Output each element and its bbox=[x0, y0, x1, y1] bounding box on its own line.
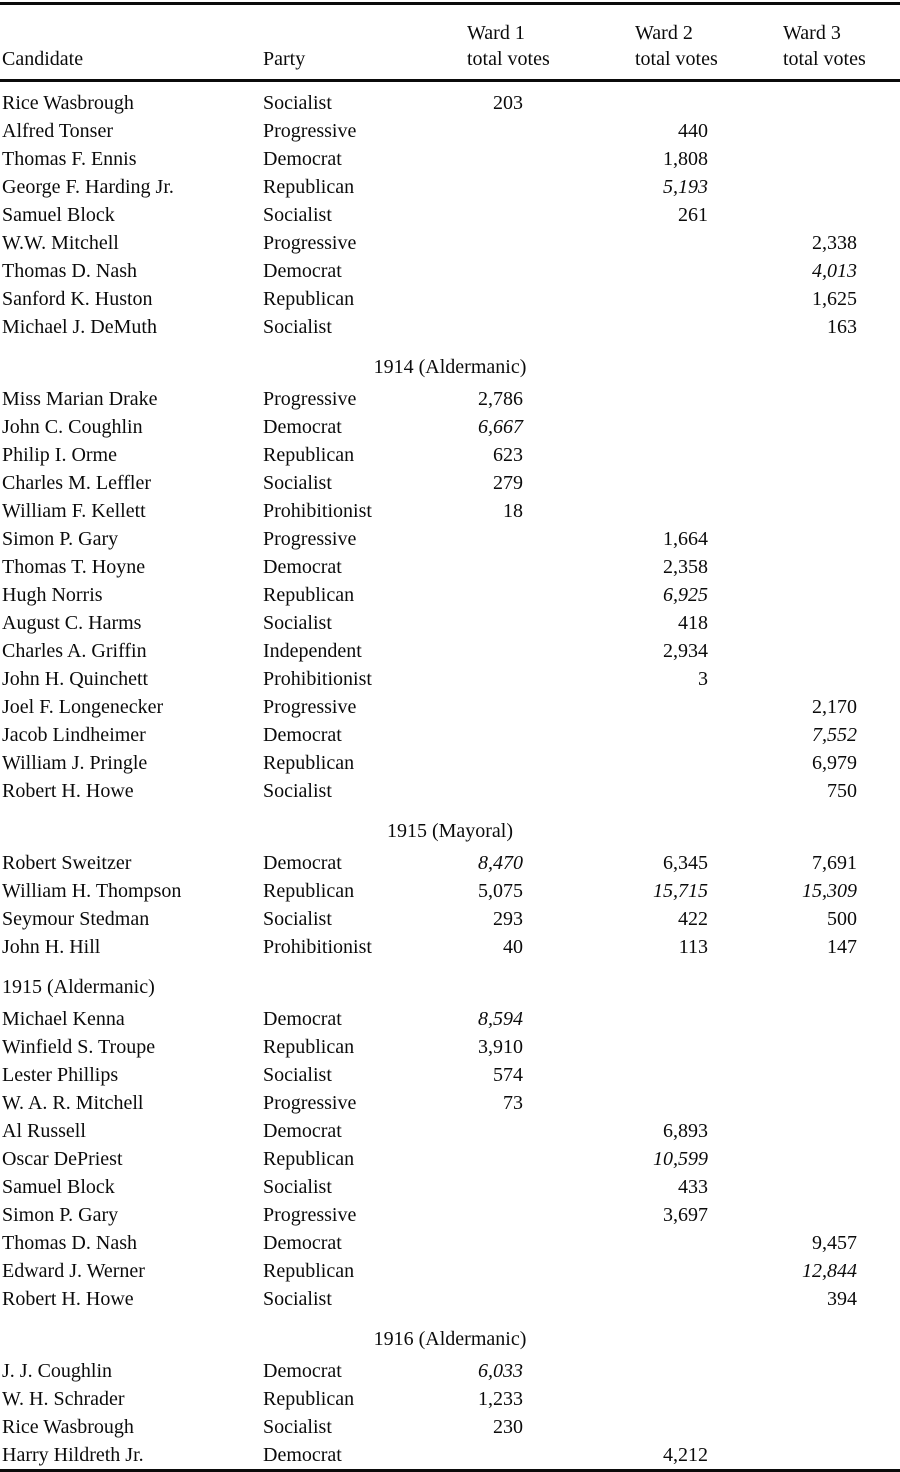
ward2-votes bbox=[523, 385, 708, 413]
ward3-votes bbox=[708, 1441, 857, 1469]
ward2-votes bbox=[523, 257, 708, 285]
ward3-votes bbox=[708, 1413, 857, 1441]
candidate-cell: Edward J. Werner bbox=[2, 1260, 145, 1282]
ward2-votes: 418 bbox=[678, 612, 708, 634]
section-title: 1915 (Mayoral) bbox=[386, 820, 514, 842]
candidate-cell: William F. Kellett bbox=[2, 500, 146, 522]
party-cell: Republican bbox=[263, 176, 355, 198]
ward1-votes bbox=[445, 1173, 523, 1201]
party-cell: Prohibitionist bbox=[263, 936, 372, 958]
candidate-cell: Harry Hildreth Jr. bbox=[2, 1444, 144, 1466]
party-cell: Democrat bbox=[263, 1008, 342, 1030]
ward1-votes bbox=[445, 117, 523, 145]
ward1-votes: 40 bbox=[503, 936, 523, 958]
party-cell: Socialist bbox=[263, 908, 332, 930]
ward2-votes: 10,599 bbox=[653, 1148, 708, 1170]
candidate-cell: Miss Marian Drake bbox=[2, 388, 158, 410]
ward1-votes: 279 bbox=[493, 472, 523, 494]
ward1-votes: 203 bbox=[493, 92, 523, 114]
ward1-votes bbox=[445, 749, 523, 777]
ward2-votes: 440 bbox=[678, 120, 708, 142]
candidate-cell: Robert H. Howe bbox=[2, 780, 134, 802]
table-row bbox=[0, 1117, 900, 1145]
table-row bbox=[0, 441, 900, 469]
section-title: 1916 (Aldermanic) bbox=[373, 1328, 527, 1350]
candidate-cell: W. A. R. Mitchell bbox=[2, 1092, 144, 1114]
ward3-votes bbox=[708, 1005, 857, 1033]
ward2-votes: 2,358 bbox=[663, 556, 708, 578]
ward3-column-header bbox=[783, 20, 866, 72]
ward2-votes bbox=[523, 313, 708, 341]
party-cell: Democrat bbox=[263, 1120, 342, 1142]
party-cell: Socialist bbox=[263, 612, 332, 634]
candidate-cell: John H. Quinchett bbox=[2, 668, 149, 690]
candidate-cell: John C. Coughlin bbox=[2, 416, 143, 438]
ward2-votes bbox=[523, 693, 708, 721]
ward3-votes: 7,691 bbox=[812, 852, 857, 874]
table-row bbox=[0, 581, 900, 609]
party-cell: Progressive bbox=[263, 1092, 357, 1114]
party-cell: Republican bbox=[263, 1388, 355, 1410]
ward3-votes: 147 bbox=[827, 936, 857, 958]
table-row bbox=[0, 313, 900, 341]
candidate-cell: Jacob Lindheimer bbox=[2, 724, 146, 746]
party-cell: Independent bbox=[263, 640, 362, 662]
table-row bbox=[0, 1357, 900, 1385]
ward3-votes bbox=[708, 89, 857, 117]
ward2-votes bbox=[523, 413, 708, 441]
ward2-votes: 6,925 bbox=[663, 584, 708, 606]
candidate-cell: Rice Wasbrough bbox=[2, 1416, 134, 1438]
candidate-cell: Oscar DePriest bbox=[2, 1148, 123, 1170]
ward2-votes: 2,934 bbox=[663, 640, 708, 662]
ward1-votes bbox=[445, 145, 523, 173]
top-rule bbox=[0, 2, 900, 5]
party-cell: Republican bbox=[263, 1260, 355, 1282]
ward1-votes: 1,233 bbox=[478, 1388, 523, 1410]
table-row bbox=[0, 497, 900, 525]
party-cell: Socialist bbox=[263, 1064, 332, 1086]
ward1-votes: 2,786 bbox=[478, 388, 523, 410]
table-row bbox=[0, 229, 900, 257]
table-row bbox=[0, 749, 900, 777]
ward1-votes bbox=[445, 693, 523, 721]
ward3-votes bbox=[708, 469, 857, 497]
ward3-votes bbox=[708, 1173, 857, 1201]
ward2-votes: 433 bbox=[678, 1176, 708, 1198]
ward3-votes: 500 bbox=[827, 908, 857, 930]
table-row bbox=[0, 201, 900, 229]
table-row bbox=[0, 117, 900, 145]
party-cell: Democrat bbox=[263, 724, 342, 746]
table-row bbox=[0, 877, 900, 905]
ward1-column-header bbox=[467, 20, 550, 72]
party-cell: Socialist bbox=[263, 1176, 332, 1198]
ward2-votes bbox=[523, 1285, 708, 1313]
ward3-votes bbox=[708, 525, 857, 553]
candidate-cell: August C. Harms bbox=[2, 612, 142, 634]
candidate-cell: Seymour Stedman bbox=[2, 908, 150, 930]
ward1-votes: 574 bbox=[493, 1064, 523, 1086]
ward1-votes bbox=[445, 257, 523, 285]
ward2-votes: 5,193 bbox=[663, 176, 708, 198]
party-column-header: Party bbox=[263, 48, 306, 70]
table-row bbox=[0, 693, 900, 721]
party-cell: Progressive bbox=[263, 528, 357, 550]
party-cell: Progressive bbox=[263, 232, 357, 254]
candidate-cell: Thomas T. Hoyne bbox=[2, 556, 146, 578]
candidate-cell: Samuel Block bbox=[2, 1176, 115, 1198]
candidate-cell: Michael Kenna bbox=[2, 1008, 125, 1030]
ward3-votes bbox=[708, 201, 857, 229]
table-row bbox=[0, 413, 900, 441]
ward3-votes bbox=[708, 117, 857, 145]
ward1-votes: 623 bbox=[493, 444, 523, 466]
ward2-votes: 261 bbox=[678, 204, 708, 226]
ward2-votes bbox=[523, 1357, 708, 1385]
table-row bbox=[0, 1089, 900, 1117]
candidate-cell: John H. Hill bbox=[2, 936, 101, 958]
candidate-cell: Thomas F. Ennis bbox=[2, 148, 137, 170]
ward3-votes bbox=[708, 581, 857, 609]
table-row bbox=[0, 525, 900, 553]
table-row bbox=[0, 1441, 900, 1469]
table-row bbox=[0, 1201, 900, 1229]
party-cell: Republican bbox=[263, 288, 355, 310]
ward2-votes: 3,697 bbox=[663, 1204, 708, 1226]
table-header bbox=[0, 0, 900, 82]
ward2-votes bbox=[523, 1061, 708, 1089]
ward1-votes bbox=[445, 1441, 523, 1469]
ward3-votes bbox=[708, 1201, 857, 1229]
ward2-votes: 3 bbox=[698, 668, 708, 690]
ward3-votes: 4,013 bbox=[812, 260, 857, 282]
ward1-votes: 8,470 bbox=[478, 852, 523, 874]
ward2-votes bbox=[523, 89, 708, 117]
party-cell: Democrat bbox=[263, 852, 342, 874]
candidate-cell: Samuel Block bbox=[2, 204, 115, 226]
party-cell: Prohibitionist bbox=[263, 668, 372, 690]
party-cell: Republican bbox=[263, 444, 355, 466]
ward1-votes bbox=[445, 285, 523, 313]
ward3-votes bbox=[708, 441, 857, 469]
party-cell: Republican bbox=[263, 752, 355, 774]
ward3-votes bbox=[708, 497, 857, 525]
ward3-votes: 1,625 bbox=[812, 288, 857, 310]
table-row bbox=[0, 933, 900, 961]
ward2-votes: 1,808 bbox=[663, 148, 708, 170]
ward3-votes: 394 bbox=[827, 1288, 857, 1310]
party-cell: Democrat bbox=[263, 1360, 342, 1382]
ward3-votes: 15,309 bbox=[802, 880, 857, 902]
ward1-votes bbox=[445, 1285, 523, 1313]
ward3-votes: 9,457 bbox=[812, 1232, 857, 1254]
ward2-votes bbox=[523, 1033, 708, 1061]
candidate-cell: Thomas D. Nash bbox=[2, 260, 137, 282]
ward3-votes bbox=[708, 1117, 857, 1145]
candidate-cell: Robert Sweitzer bbox=[2, 852, 132, 874]
candidate-cell: Simon P. Gary bbox=[2, 528, 119, 550]
ward3-votes: 750 bbox=[827, 780, 857, 802]
candidate-cell: Lester Phillips bbox=[2, 1064, 119, 1086]
party-cell: Republican bbox=[263, 584, 355, 606]
ward1-votes: 8,594 bbox=[478, 1008, 523, 1030]
table-row bbox=[0, 721, 900, 749]
ward2-votes bbox=[523, 1257, 708, 1285]
ward3-votes bbox=[708, 637, 857, 665]
candidate-column-header: Candidate bbox=[2, 48, 84, 70]
ward2-votes: 6,345 bbox=[663, 852, 708, 874]
table-row bbox=[0, 1005, 900, 1033]
ward1-votes bbox=[445, 1201, 523, 1229]
ward1-votes bbox=[445, 777, 523, 805]
party-cell: Democrat bbox=[263, 148, 342, 170]
ward1-header-line2: total votes bbox=[467, 48, 550, 70]
candidate-cell: Robert H. Howe bbox=[2, 1288, 134, 1310]
party-cell: Socialist bbox=[263, 1288, 332, 1310]
party-cell: Socialist bbox=[263, 472, 332, 494]
party-cell: Republican bbox=[263, 1148, 355, 1170]
candidate-cell: Michael J. DeMuth bbox=[2, 316, 157, 338]
party-cell: Republican bbox=[263, 880, 355, 902]
candidate-cell: Joel F. Longenecker bbox=[2, 696, 164, 718]
ward3-votes bbox=[708, 665, 857, 693]
candidate-cell: Alfred Tonser bbox=[2, 120, 113, 142]
table-row bbox=[0, 1173, 900, 1201]
party-cell: Democrat bbox=[263, 1444, 342, 1466]
ward3-votes bbox=[708, 173, 857, 201]
ward1-votes bbox=[445, 665, 523, 693]
ward1-votes bbox=[445, 173, 523, 201]
ward2-header-line2: total votes bbox=[635, 48, 718, 70]
table-row bbox=[0, 285, 900, 313]
party-cell: Socialist bbox=[263, 316, 332, 338]
candidate-cell: Philip I. Orme bbox=[2, 444, 117, 466]
candidate-cell: Sanford K. Huston bbox=[2, 288, 153, 310]
party-cell: Progressive bbox=[263, 120, 357, 142]
ward3-votes bbox=[708, 1145, 857, 1173]
ward2-votes: 422 bbox=[678, 908, 708, 930]
ward1-votes: 6,667 bbox=[478, 416, 523, 438]
ward2-votes bbox=[523, 229, 708, 257]
ward3-votes bbox=[708, 1033, 857, 1061]
ward2-votes bbox=[523, 721, 708, 749]
ward1-votes: 6,033 bbox=[478, 1360, 523, 1382]
ward1-votes bbox=[445, 609, 523, 637]
party-cell: Democrat bbox=[263, 1232, 342, 1254]
candidate-cell: Rice Wasbrough bbox=[2, 92, 134, 114]
ward3-votes bbox=[708, 609, 857, 637]
ward2-header-line1: Ward 2 bbox=[635, 22, 693, 44]
ward3-votes bbox=[708, 1089, 857, 1117]
table-row bbox=[0, 905, 900, 933]
table-row bbox=[0, 469, 900, 497]
ward3-votes bbox=[708, 553, 857, 581]
ward1-votes bbox=[445, 1117, 523, 1145]
candidate-cell: W.W. Mitchell bbox=[2, 232, 119, 254]
party-cell: Democrat bbox=[263, 260, 342, 282]
table-row bbox=[0, 777, 900, 805]
ward2-votes bbox=[523, 1005, 708, 1033]
ward3-votes: 6,979 bbox=[812, 752, 857, 774]
table-row bbox=[0, 173, 900, 201]
ward1-votes: 5,075 bbox=[478, 880, 523, 902]
ward2-votes: 1,664 bbox=[663, 528, 708, 550]
ward1-votes: 18 bbox=[503, 500, 523, 522]
ward3-votes: 12,844 bbox=[802, 1260, 857, 1282]
table-row bbox=[0, 1413, 900, 1441]
table-row bbox=[0, 89, 900, 117]
table-row bbox=[0, 385, 900, 413]
section-title: 1914 (Aldermanic) bbox=[373, 356, 527, 378]
ward2-votes bbox=[523, 777, 708, 805]
candidate-cell: Winfield S. Troupe bbox=[2, 1036, 156, 1058]
ward1-votes: 293 bbox=[493, 908, 523, 930]
ward3-votes: 2,338 bbox=[812, 232, 857, 254]
table-row bbox=[0, 1145, 900, 1173]
table-row bbox=[0, 637, 900, 665]
table-row bbox=[0, 145, 900, 173]
party-cell: Progressive bbox=[263, 388, 357, 410]
candidate-cell: Charles M. Leffler bbox=[2, 472, 152, 494]
ward1-votes bbox=[445, 581, 523, 609]
party-cell: Progressive bbox=[263, 1204, 357, 1226]
ward2-votes bbox=[523, 441, 708, 469]
ward1-votes bbox=[445, 201, 523, 229]
ward2-votes: 6,893 bbox=[663, 1120, 708, 1142]
ward1-votes bbox=[445, 313, 523, 341]
party-cell: Socialist bbox=[263, 780, 332, 802]
ward1-votes: 230 bbox=[493, 1416, 523, 1438]
party-cell: Socialist bbox=[263, 92, 332, 114]
ward3-header-line1: Ward 3 bbox=[783, 22, 841, 44]
ward2-votes bbox=[523, 1089, 708, 1117]
ward1-votes bbox=[445, 1257, 523, 1285]
ward2-votes bbox=[523, 1413, 708, 1441]
ward2-column-header bbox=[635, 20, 718, 72]
party-cell: Democrat bbox=[263, 416, 342, 438]
ward1-votes bbox=[445, 1229, 523, 1257]
candidate-cell: Al Russell bbox=[2, 1120, 86, 1142]
ward3-header-line2: total votes bbox=[783, 48, 866, 70]
table-row bbox=[0, 849, 900, 877]
ward3-votes bbox=[708, 145, 857, 173]
table-row bbox=[0, 665, 900, 693]
ward2-votes bbox=[523, 285, 708, 313]
candidate-cell: Simon P. Gary bbox=[2, 1204, 119, 1226]
table-row bbox=[0, 1257, 900, 1285]
ward1-header-line1: Ward 1 bbox=[467, 22, 525, 44]
ward1-votes bbox=[445, 721, 523, 749]
party-cell: Socialist bbox=[263, 1416, 332, 1438]
ward1-votes: 73 bbox=[503, 1092, 523, 1114]
section-title: 1915 (Aldermanic) bbox=[2, 976, 155, 998]
table-row bbox=[0, 257, 900, 285]
candidate-cell: William J. Pringle bbox=[2, 752, 148, 774]
party-cell: Progressive bbox=[263, 696, 357, 718]
ward2-votes bbox=[523, 1229, 708, 1257]
ward2-votes bbox=[523, 469, 708, 497]
table-row bbox=[0, 1285, 900, 1313]
candidate-cell: William H. Thompson bbox=[2, 880, 182, 902]
table-body bbox=[0, 82, 900, 1469]
ward3-votes bbox=[708, 413, 857, 441]
candidate-cell: Charles A. Griffin bbox=[2, 640, 147, 662]
table-row bbox=[0, 1229, 900, 1257]
candidate-cell: W. H. Schrader bbox=[2, 1388, 125, 1410]
ward2-votes: 15,715 bbox=[653, 880, 708, 902]
ward2-votes bbox=[523, 749, 708, 777]
ward1-votes bbox=[445, 525, 523, 553]
party-cell: Prohibitionist bbox=[263, 500, 372, 522]
ward1-votes: 3,910 bbox=[478, 1036, 523, 1058]
ward1-votes bbox=[445, 1145, 523, 1173]
ward3-votes bbox=[708, 385, 857, 413]
table-row bbox=[0, 1061, 900, 1089]
ward3-votes: 2,170 bbox=[812, 696, 857, 718]
ward3-votes: 7,552 bbox=[812, 724, 857, 746]
ward3-votes: 163 bbox=[827, 316, 857, 338]
table-row bbox=[0, 553, 900, 581]
ward2-votes: 113 bbox=[678, 936, 708, 958]
party-cell: Democrat bbox=[263, 556, 342, 578]
table-row bbox=[0, 1033, 900, 1061]
candidate-cell: J. J. Coughlin bbox=[2, 1360, 113, 1382]
candidate-cell: George F. Harding Jr. bbox=[2, 176, 174, 198]
ward2-votes bbox=[523, 1385, 708, 1413]
table-row bbox=[0, 609, 900, 637]
header-rule bbox=[0, 79, 900, 82]
candidate-cell: Hugh Norris bbox=[2, 584, 103, 606]
table-row bbox=[0, 1385, 900, 1413]
ward2-votes: 4,212 bbox=[663, 1444, 708, 1466]
ward1-votes bbox=[445, 553, 523, 581]
party-cell: Socialist bbox=[263, 204, 332, 226]
party-cell: Republican bbox=[263, 1036, 355, 1058]
ward1-votes bbox=[445, 229, 523, 257]
candidate-cell: Thomas D. Nash bbox=[2, 1232, 137, 1254]
ward3-votes bbox=[708, 1357, 857, 1385]
ward3-votes bbox=[708, 1061, 857, 1089]
ward1-votes bbox=[445, 637, 523, 665]
ward2-votes bbox=[523, 497, 708, 525]
ward3-votes bbox=[708, 1385, 857, 1413]
